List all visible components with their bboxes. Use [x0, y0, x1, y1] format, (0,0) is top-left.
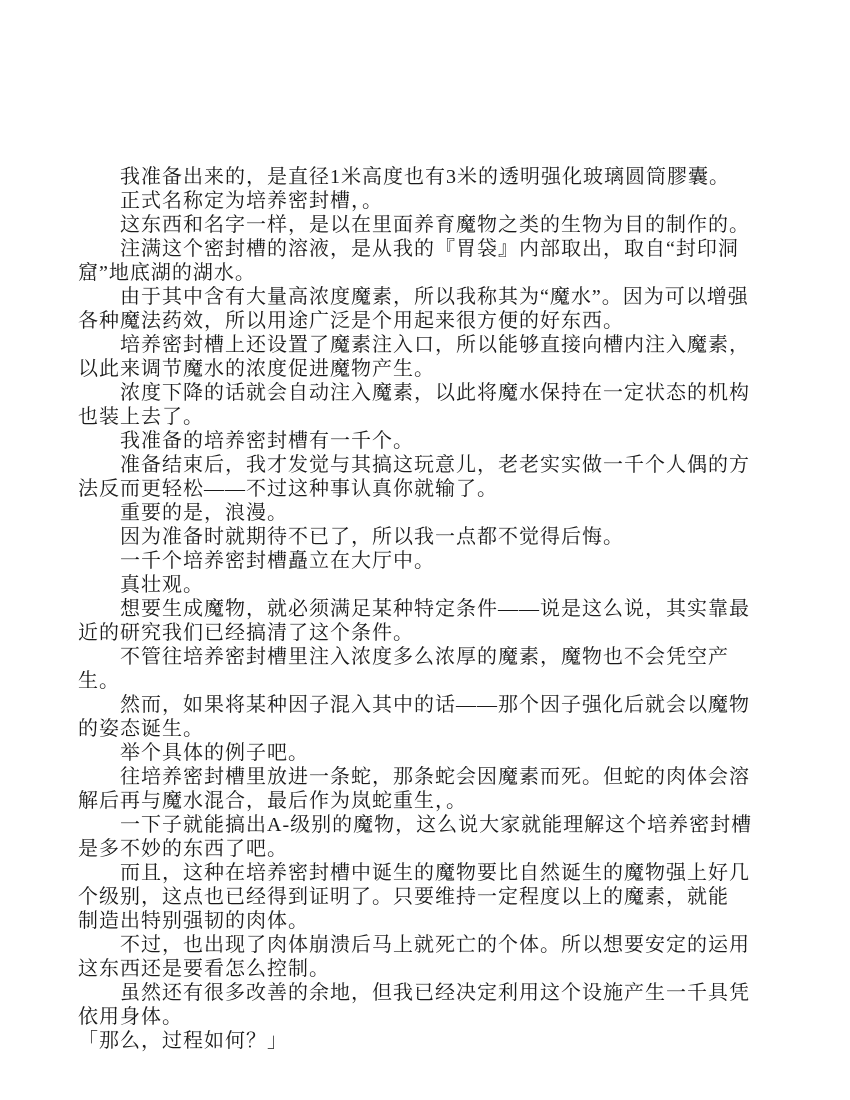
text-line: 准备结束后，我才发觉与其搞这玩意儿，老老实实做一千个人偶的方: [78, 454, 750, 476]
text-line: 浓度下降的话就会自动注入魔素，以此将魔水保持在一定状态的机构: [78, 382, 750, 404]
text-line: 真壮观。: [78, 574, 204, 596]
text-line: 由于其中含有大量高浓度魔素，所以我称其为“魔水”。因为可以增强: [78, 286, 749, 308]
text-line: 个级别，这点也已经得到证明了。只要维持一定程度以上的魔素，就能: [78, 886, 729, 908]
text-line: 往培养密封槽里放进一条蛇，那条蛇会因魔素而死。但蛇的肉体会溶: [78, 766, 750, 788]
text-line: 因为准备时就期待不已了，所以我一点都不觉得后悔。: [78, 526, 624, 548]
text-line: 制造出特别强韧的肉体。: [78, 910, 309, 932]
text-line: 窟”地底湖的湖水。: [78, 262, 256, 284]
text-line: 我准备的培养密封槽有一千个。: [78, 430, 414, 452]
text-line: 不过，也出现了肉体崩溃后马上就死亡的个体。所以想要安定的运用: [78, 934, 750, 956]
text-line: 是多不妙的东西了吧。: [78, 838, 288, 860]
text-line: 解后再与魔水混合，最后作为岚蛇重生，。: [78, 790, 467, 812]
text-line: 举个具体的例子吧。: [78, 742, 309, 764]
text-line: 这东西还是要看怎么控制。: [78, 958, 330, 980]
text-line: 不管往培养密封槽里注入浓度多么浓厚的魔素，魔物也不会凭空产: [78, 646, 729, 668]
text-line: 虽然还有很多改善的余地，但我已经决定利用这个设施产生一千具凭: [78, 982, 750, 1004]
text-line: 依用身体。: [78, 1006, 183, 1028]
text-line: 的姿态诞生。: [78, 718, 204, 740]
text-line: 重要的是，浪漫。: [78, 502, 288, 524]
text-line: 近的研究我们已经搞清了这个条件。: [78, 622, 414, 644]
text-line: 法反而更轻松——不过这种事认真你就输了。: [78, 478, 498, 500]
text-line: 而且，这种在培养密封槽中诞生的魔物要比自然诞生的魔物强上好几: [78, 862, 750, 884]
text-line: 「那么，过程如何？」: [78, 1030, 288, 1052]
text-line: 一下子就能搞出A-级别的魔物，这么说大家就能理解这个培养密封槽: [78, 814, 753, 836]
text-line: 各种魔法药效，所以用途广泛是个用起来很方便的好东西。: [78, 310, 624, 332]
text-line: 这东西和名字一样，是以在里面养育魔物之类的生物为目的制作的。: [78, 214, 750, 236]
text-line: 培养密封槽上还设置了魔素注入口，所以能够直接向槽内注入魔素，: [78, 334, 750, 356]
text-line: 然而，如果将某种因子混入其中的话——那个因子强化后就会以魔物: [78, 694, 750, 716]
text-line: 注满这个密封槽的溶液，是从我的『胃袋』内部取出，取自“封印洞: [78, 238, 739, 260]
text-line: 我准备出来的，是直径1米高度也有3米的透明强化玻璃圆筒膠囊。: [78, 166, 730, 188]
text-line: 也装上去了。: [78, 406, 204, 428]
text-line: 生。: [78, 670, 120, 692]
text-line: 一千个培养密封槽矗立在大厅中。: [78, 550, 435, 572]
text-line: 正式名称定为培养密封槽，。: [78, 190, 383, 212]
novel-text-block: [78, 93, 778, 1053]
text-line: 想要生成魔物，就必须满足某种特定条件——说是这么说，其实靠最: [78, 598, 750, 620]
text-line: 以此来调节魔水的浓度促进魔物产生。: [78, 358, 435, 380]
